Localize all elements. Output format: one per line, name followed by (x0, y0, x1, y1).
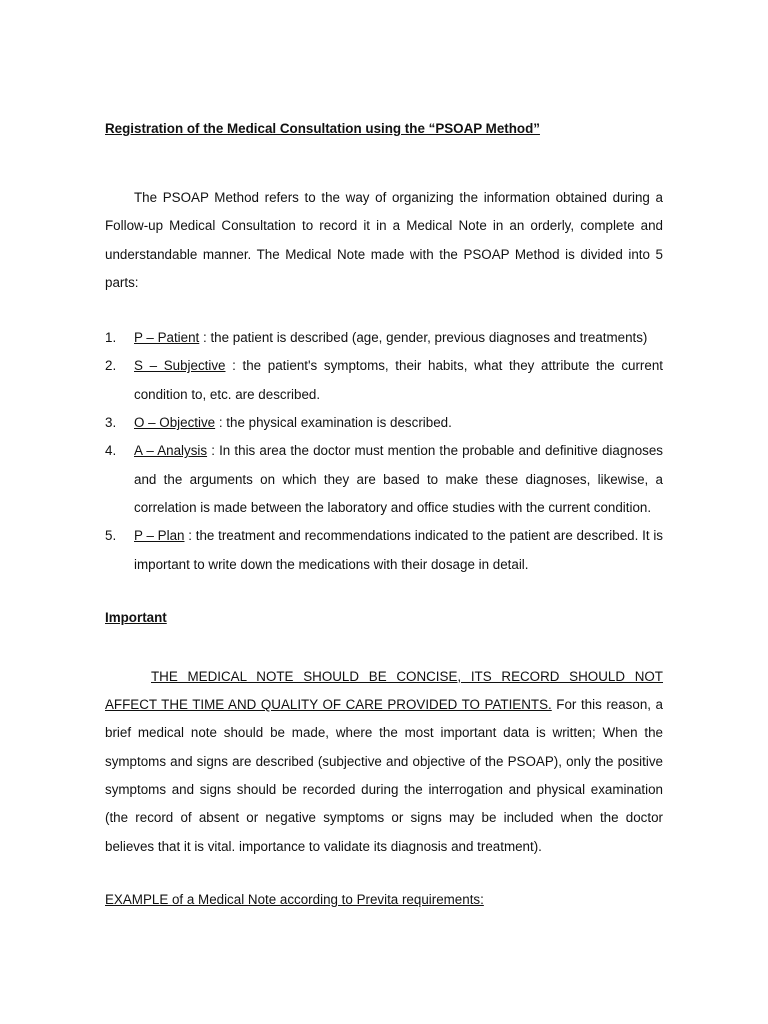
list-item-term: O – Objective (134, 415, 216, 431)
list-item-text: : the patient's symptoms, their habits, what they attribute the current condition to, etc. are described. (134, 358, 664, 402)
list-item-text: : the physical examination is described. (215, 415, 452, 431)
list-item (105, 522, 663, 579)
list-item-term: P – Patient (134, 330, 200, 346)
list-item-number: 3. (105, 415, 117, 431)
list-item-term: P – Plan (134, 528, 185, 544)
list-item-term: A – Analysis (134, 443, 208, 459)
psoap-list (105, 324, 663, 579)
list-item (105, 324, 663, 352)
list-item-text: : In this area the doctor must mention the probable and definitive diagnoses and the arguments on which they are based to make these diagnoses, likewise, a correlation is made between the laboratory and office studies with the current condition. (134, 443, 663, 515)
important-text: For this reason, a brief medical note should be made, where the most important data is written; When the symptoms and signs are described (subjective and objective of the PSOAP), only the positive symptoms and signs should be recorded during the interrogation and physical examination (the record of absent or negative symptoms or signs may be included when the doctor believes that it is vital. importance to validate its diagnosis and treatment). (105, 697, 663, 854)
list-item-text: : the treatment and recommendations indicated to the patient are described. It is important to write down the medications with their dosage in detail. (134, 528, 663, 572)
list-item-number: 2. (105, 358, 117, 374)
list-item-number: 4. (105, 443, 117, 459)
list-item-number: 1. (105, 330, 117, 346)
important-emphasis: THE MEDICAL NOTE SHOULD BE CONCISE, ITS RECORD SHOULD NOT AFFECT THE TIME AND QUALITY OF CARE PROVIDED TO PATIENTS. (105, 668, 663, 713)
example-heading: EXAMPLE of a Medical Note according to Previta requirements: (105, 891, 484, 907)
document-page (105, 118, 663, 911)
important-heading: Important (105, 609, 167, 625)
list-item (105, 352, 663, 409)
list-item-term: S – Subjective (134, 358, 226, 374)
list-item-number: 5. (105, 528, 117, 544)
list-item (105, 437, 663, 522)
intro-paragraph: The PSOAP Method refers to the way of organizing the information obtained during a Follow-up Medical Consultation to record it in a Medical Note in an orderly, complete and understandable manner. The Medical Note made with the PSOAP Method is divided into 5 parts: (105, 190, 663, 290)
important-paragraph (105, 663, 663, 861)
list-item (105, 409, 663, 437)
document-title: Registration of the Medical Consultation using the “PSOAP Method” (105, 121, 540, 136)
list-item-text: : the patient is described (age, gender, previous diagnoses and treatments) (199, 330, 648, 346)
